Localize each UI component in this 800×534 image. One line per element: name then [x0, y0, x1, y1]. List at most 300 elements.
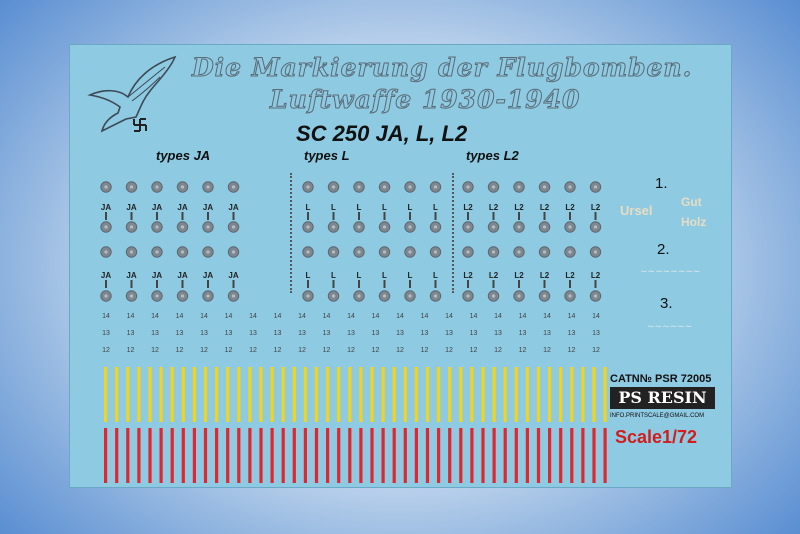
- yellow-stripe: [604, 367, 607, 422]
- yellow-stripe: [271, 367, 274, 422]
- red-stripe: [548, 428, 551, 483]
- red-stripe: [337, 428, 340, 483]
- fuse-center-icon: [594, 294, 597, 297]
- type-mark-label: L: [382, 203, 387, 212]
- stencil-bar: [467, 212, 469, 220]
- red-stripe: [126, 428, 129, 483]
- name-ursel: Ursel: [620, 203, 653, 218]
- fuse-center-icon: [181, 225, 184, 228]
- stencil-number: 13: [273, 330, 282, 337]
- yellow-stripe: [259, 367, 262, 422]
- red-stripe: [504, 428, 507, 483]
- yellow-stripe: [526, 367, 529, 422]
- yellow-stripe: [104, 367, 107, 422]
- stencil-number: 14: [567, 313, 576, 320]
- stencil-number: 13: [298, 330, 306, 337]
- stencil-number: 13: [592, 330, 600, 337]
- fuse-center-icon: [206, 225, 209, 228]
- red-stripe: [326, 428, 329, 483]
- stencil-number: 12: [518, 347, 527, 354]
- stencil-bar: [467, 280, 469, 288]
- set-index-1: 1.: [655, 175, 668, 192]
- red-stripe: [537, 428, 540, 483]
- decal-sheet: [69, 44, 732, 488]
- type-mark-label: L2: [539, 271, 550, 280]
- fuse-center-icon: [543, 250, 546, 253]
- yellow-stripe: [537, 367, 540, 422]
- fuse-center-icon: [543, 185, 546, 188]
- red-stripe: [515, 428, 518, 483]
- stencil-bar: [105, 280, 107, 288]
- fuse-center-icon: [517, 225, 520, 228]
- stencil-number: 13: [469, 330, 478, 337]
- yellow-stripe: [293, 367, 296, 422]
- type-mark-label: JA: [228, 203, 239, 212]
- fuse-center-icon: [332, 225, 335, 228]
- type-mark-label: JA: [126, 203, 137, 212]
- stencil-number: 12: [567, 347, 576, 354]
- stencil-bar: [333, 212, 335, 220]
- fuse-center-icon: [543, 225, 546, 228]
- fuse-center-icon: [408, 250, 411, 253]
- red-stripe: [226, 428, 229, 483]
- stencil-number: 12: [200, 347, 208, 354]
- fuse-center-icon: [232, 294, 235, 297]
- yellow-stripe: [393, 367, 396, 422]
- fuse-center-icon: [181, 185, 184, 188]
- stencil-number: 12: [175, 347, 184, 354]
- fuse-center-icon: [408, 225, 411, 228]
- fuse-center-icon: [543, 294, 546, 297]
- yellow-stripe: [415, 367, 418, 422]
- stencil-number: 14: [371, 313, 380, 320]
- red-stripe: [370, 428, 373, 483]
- red-stripe: [104, 428, 107, 483]
- red-stripe: [304, 428, 307, 483]
- yellow-stripe: [448, 367, 451, 422]
- stencil-number: 13: [322, 330, 331, 337]
- fuse-center-icon: [492, 225, 495, 228]
- yellow-stripe: [337, 367, 340, 422]
- stencil-number: 13: [151, 330, 159, 337]
- set-index-3: 3.: [660, 295, 673, 312]
- yellow-stripe: [359, 367, 362, 422]
- name-gut: Gut: [681, 195, 702, 209]
- yellow-stripe: [581, 367, 584, 422]
- fuse-center-icon: [206, 250, 209, 253]
- fuse-center-icon: [104, 185, 107, 188]
- type-mark-label: L: [407, 203, 413, 212]
- stencil-bar: [307, 212, 309, 220]
- fuse-center-icon: [181, 250, 184, 253]
- yellow-stripe: [171, 367, 174, 422]
- yellow-stripe: [115, 367, 118, 422]
- stencil-bar: [518, 280, 520, 288]
- yellow-stripe: [148, 367, 151, 422]
- type-mark-label: L: [305, 203, 311, 212]
- red-stripe: [137, 428, 140, 483]
- stencil-number: 13: [518, 330, 527, 337]
- type-mark-label: L2: [514, 271, 524, 280]
- fuse-center-icon: [434, 225, 437, 228]
- stencil-number: 13: [200, 330, 208, 337]
- fuse-center-icon: [332, 294, 335, 297]
- fuse-center-icon: [568, 185, 571, 188]
- fuse-center-icon: [181, 294, 184, 297]
- stencil-number: 13: [420, 330, 429, 337]
- fuse-center-icon: [594, 225, 597, 228]
- yellow-stripe: [204, 367, 207, 422]
- stencil-bar: [493, 212, 495, 220]
- stencil-number: 12: [592, 347, 600, 354]
- fuse-center-icon: [568, 225, 571, 228]
- stencil-number: 12: [126, 347, 135, 354]
- type-mark-label: L: [433, 271, 438, 280]
- type-mark-label: L2: [590, 271, 601, 280]
- type-mark-label: L: [356, 203, 362, 212]
- fuse-center-icon: [130, 250, 133, 253]
- scale-label: Scale1/72: [615, 427, 698, 447]
- stencil-bar: [358, 280, 360, 288]
- red-stripe: [526, 428, 529, 483]
- decal-glyphs: [70, 45, 733, 489]
- yellow-stripe: [137, 367, 140, 422]
- yellow-stripe: [382, 367, 385, 422]
- signature-decal-2: ~~~~~~: [647, 322, 693, 332]
- fuse-center-icon: [568, 294, 571, 297]
- fuse-center-icon: [383, 294, 386, 297]
- yellow-stripe: [548, 367, 551, 422]
- stencil-number: 12: [347, 347, 355, 354]
- red-stripe: [315, 428, 318, 483]
- type-mark-label: JA: [151, 203, 163, 212]
- stencil-number: 12: [543, 347, 551, 354]
- red-stripe: [160, 428, 163, 483]
- stencil-bar: [207, 212, 209, 220]
- fuse-center-icon: [492, 250, 495, 253]
- fuse-center-icon: [104, 250, 107, 253]
- fuse-center-icon: [332, 250, 335, 253]
- red-stripe: [359, 428, 362, 483]
- stencil-number: 12: [249, 347, 257, 354]
- type-mark-label: L2: [565, 271, 575, 280]
- stencil-bar: [131, 212, 133, 220]
- red-stripe: [382, 428, 385, 483]
- stencil-bar: [544, 280, 546, 288]
- stencil-number: 12: [273, 347, 282, 354]
- fuse-center-icon: [130, 294, 133, 297]
- stencil-number: 14: [592, 313, 600, 320]
- fuse-center-icon: [357, 185, 360, 188]
- red-stripe: [271, 428, 274, 483]
- stencil-number: 14: [151, 313, 159, 320]
- stencil-number: 13: [347, 330, 355, 337]
- yellow-stripe: [304, 367, 307, 422]
- red-stripe: [171, 428, 174, 483]
- group-header-l2: types L2: [466, 148, 519, 163]
- fuse-center-icon: [232, 225, 235, 228]
- stencil-number: 13: [175, 330, 184, 337]
- yellow-stripe: [160, 367, 163, 422]
- stencil-number: 12: [396, 347, 404, 354]
- stencil-number: 12: [322, 347, 331, 354]
- name-holz: Holz: [681, 215, 707, 229]
- stencil-bar: [384, 212, 386, 220]
- red-stripe: [459, 428, 462, 483]
- stencil-bar: [156, 212, 158, 220]
- stencil-number: 14: [543, 313, 551, 320]
- fuse-center-icon: [130, 185, 133, 188]
- group-header-ja: types JA: [156, 148, 211, 163]
- fuse-center-icon: [332, 185, 335, 188]
- fuse-center-icon: [492, 294, 495, 297]
- yellow-stripe: [437, 367, 440, 422]
- stencil-bar: [384, 280, 386, 288]
- type-mark-label: JA: [228, 271, 239, 280]
- red-stripe: [481, 428, 484, 483]
- type-mark-label: L2: [565, 203, 575, 212]
- red-stripe: [415, 428, 418, 483]
- yellow-stripe: [326, 367, 329, 422]
- fuse-center-icon: [357, 250, 360, 253]
- yellow-stripe: [559, 367, 562, 422]
- subtitle: SC 250 JA, L, L2: [296, 121, 468, 146]
- type-mark-label: JA: [126, 271, 137, 280]
- stencil-number: 14: [298, 313, 306, 320]
- stencil-bar: [233, 280, 235, 288]
- red-stripe: [293, 428, 296, 483]
- stencil-bar: [358, 212, 360, 220]
- type-mark-label: L2: [590, 203, 601, 212]
- type-mark-label: L2: [463, 271, 473, 280]
- stencil-number: 12: [224, 347, 233, 354]
- type-mark-label: JA: [177, 271, 188, 280]
- fuse-center-icon: [408, 294, 411, 297]
- stencil-number: 14: [469, 313, 478, 320]
- yellow-stripe: [215, 367, 218, 422]
- stencil-bar: [518, 212, 520, 220]
- type-mark-label: L: [331, 271, 336, 280]
- stencil-bar: [333, 280, 335, 288]
- fuse-center-icon: [383, 225, 386, 228]
- fuse-center-icon: [517, 294, 520, 297]
- fuse-center-icon: [594, 250, 597, 253]
- red-stripe: [204, 428, 207, 483]
- fuse-center-icon: [434, 250, 437, 253]
- yellow-stripe: [370, 367, 373, 422]
- type-mark-label: L2: [539, 203, 550, 212]
- type-mark-label: L: [305, 271, 311, 280]
- stencil-number: 13: [249, 330, 257, 337]
- yellow-stripe: [126, 367, 129, 422]
- stencil-bar: [569, 280, 571, 288]
- stencil-bar: [493, 280, 495, 288]
- title-line-1: Die Markierung der Flugbomben.: [192, 53, 693, 82]
- fuse-center-icon: [594, 185, 597, 188]
- stencil-number: 12: [151, 347, 159, 354]
- stencil-bar: [595, 280, 597, 288]
- red-stripe: [493, 428, 496, 483]
- red-stripe: [282, 428, 285, 483]
- yellow-stripe: [237, 367, 240, 422]
- stencil-number: 14: [347, 313, 355, 320]
- fuse-center-icon: [155, 185, 158, 188]
- red-stripe: [148, 428, 151, 483]
- stencil-bar: [307, 280, 309, 288]
- yellow-stripe: [470, 367, 473, 422]
- stencil-number: 14: [126, 313, 135, 320]
- fuse-center-icon: [568, 250, 571, 253]
- stencil-bar: [207, 280, 209, 288]
- contact-email: INFO.PRINTSCALE@GMAIL.COM: [610, 413, 705, 419]
- yellow-stripe: [182, 367, 185, 422]
- stencil-number: 14: [200, 313, 208, 320]
- stencil-number: 13: [567, 330, 576, 337]
- catalog-number: CATN№ PSR 72005: [610, 373, 712, 385]
- stencil-bar: [233, 212, 235, 220]
- fuse-center-icon: [408, 185, 411, 188]
- stencil-number: 14: [420, 313, 429, 320]
- stencil-bar: [131, 280, 133, 288]
- yellow-stripe: [282, 367, 285, 422]
- stencil-number: 12: [298, 347, 306, 354]
- red-stripe: [237, 428, 240, 483]
- yellow-stripe: [226, 367, 229, 422]
- group-header-l: types L: [304, 148, 350, 163]
- stencil-bar: [544, 212, 546, 220]
- stencil-number: 13: [445, 330, 453, 337]
- fuse-center-icon: [357, 294, 360, 297]
- fuse-center-icon: [383, 250, 386, 253]
- stencil-bar: [595, 212, 597, 220]
- brand-logo: PS RESIN: [610, 387, 715, 409]
- fuse-center-icon: [206, 185, 209, 188]
- red-stripe: [393, 428, 396, 483]
- type-mark-label: JA: [151, 271, 163, 280]
- stencil-number: 12: [469, 347, 478, 354]
- red-stripe: [404, 428, 407, 483]
- red-stripe: [215, 428, 218, 483]
- red-stripe: [248, 428, 251, 483]
- type-mark-label: L: [331, 203, 336, 212]
- fuse-center-icon: [492, 185, 495, 188]
- fuse-center-icon: [434, 294, 437, 297]
- stencil-number: 14: [224, 313, 233, 320]
- yellow-stripe: [570, 367, 573, 422]
- yellow-stripe: [504, 367, 507, 422]
- yellow-stripe: [493, 367, 496, 422]
- type-mark-label: L2: [488, 203, 499, 212]
- fuse-center-icon: [466, 294, 469, 297]
- stencil-number: 13: [494, 330, 502, 337]
- red-stripe: [437, 428, 440, 483]
- type-mark-label: JA: [100, 203, 112, 212]
- stencil-number: 14: [102, 313, 110, 320]
- stencil-number: 12: [420, 347, 429, 354]
- fuse-center-icon: [155, 250, 158, 253]
- type-mark-label: L: [433, 203, 438, 212]
- stencil-number: 14: [445, 313, 453, 320]
- fuse-center-icon: [130, 225, 133, 228]
- stencil-number: 14: [273, 313, 282, 320]
- red-stripe: [581, 428, 584, 483]
- stencil-number: 13: [371, 330, 380, 337]
- yellow-stripe: [248, 367, 251, 422]
- fuse-center-icon: [155, 294, 158, 297]
- stencil-number: 12: [102, 347, 110, 354]
- fuse-center-icon: [206, 294, 209, 297]
- stencil-bar: [409, 212, 411, 220]
- title-line-2: Luftwaffe 1930-1940: [270, 85, 581, 114]
- stencil-number: 14: [249, 313, 257, 320]
- red-stripe: [193, 428, 196, 483]
- fuse-center-icon: [517, 250, 520, 253]
- stencil-number: 12: [371, 347, 380, 354]
- type-mark-label: L: [407, 271, 413, 280]
- yellow-stripe: [315, 367, 318, 422]
- stencil-bar: [182, 280, 184, 288]
- stencil-number: 14: [518, 313, 527, 320]
- yellow-stripe: [515, 367, 518, 422]
- set-index-2: 2.: [657, 241, 670, 258]
- fuse-center-icon: [232, 185, 235, 188]
- stencil-number: 13: [102, 330, 110, 337]
- stencil-bar: [105, 212, 107, 220]
- red-stripe: [604, 428, 607, 483]
- stencil-number: 13: [396, 330, 404, 337]
- fuse-center-icon: [306, 225, 309, 228]
- type-mark-label: L: [382, 271, 387, 280]
- fuse-center-icon: [357, 225, 360, 228]
- yellow-stripe: [404, 367, 407, 422]
- yellow-stripe: [481, 367, 484, 422]
- red-stripe: [448, 428, 451, 483]
- red-stripe: [259, 428, 262, 483]
- fuse-center-icon: [232, 250, 235, 253]
- fuse-center-icon: [306, 185, 309, 188]
- fuse-center-icon: [466, 225, 469, 228]
- stencil-number: 14: [175, 313, 184, 320]
- red-stripe: [559, 428, 562, 483]
- stencil-number: 14: [494, 313, 502, 320]
- fuse-center-icon: [466, 185, 469, 188]
- type-mark-label: L: [356, 271, 362, 280]
- stencil-bar: [435, 212, 437, 220]
- type-mark-label: L2: [463, 203, 473, 212]
- fuse-center-icon: [104, 294, 107, 297]
- type-mark-label: JA: [202, 203, 214, 212]
- type-mark-label: JA: [202, 271, 214, 280]
- fuse-center-icon: [517, 185, 520, 188]
- stencil-number: 12: [494, 347, 502, 354]
- red-stripe: [182, 428, 185, 483]
- red-stripe: [426, 428, 429, 483]
- stencil-number: 14: [396, 313, 404, 320]
- red-stripe: [570, 428, 573, 483]
- stencil-bar: [182, 212, 184, 220]
- yellow-stripe: [426, 367, 429, 422]
- stencil-number: 13: [543, 330, 551, 337]
- stencil-bar: [435, 280, 437, 288]
- type-mark-label: L2: [514, 203, 524, 212]
- type-mark-label: L2: [488, 271, 499, 280]
- stencil-number: 13: [224, 330, 233, 337]
- fuse-center-icon: [434, 185, 437, 188]
- stencil-bar: [409, 280, 411, 288]
- fuse-center-icon: [306, 294, 309, 297]
- stencil-number: 12: [445, 347, 453, 354]
- yellow-stripe: [459, 367, 462, 422]
